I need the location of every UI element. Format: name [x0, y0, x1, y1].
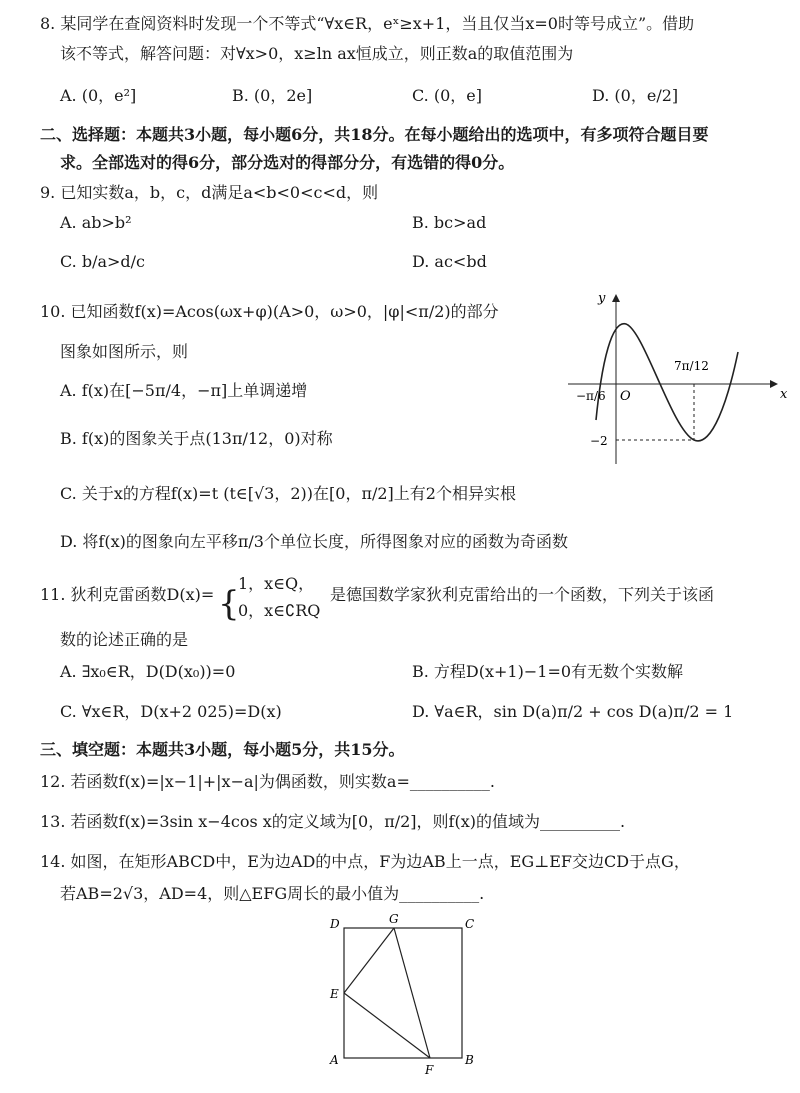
q8-option-b: B. (0，2e] — [232, 86, 313, 105]
q14-line1: 14. 如图，在矩形ABCD中，E为边AD的中点，F为边AB上一点，EG⊥EF交边CD于点G， — [40, 852, 690, 871]
q12-text: 12. 若函数f(x)=|x−1|+|x−a|为偶函数，则实数a=__________. — [40, 772, 495, 791]
q8-option-d: D. (0，e/2] — [592, 86, 679, 105]
q10-cosine-graph — [562, 290, 794, 468]
graph-cosine-curve — [596, 324, 738, 441]
graph-x-arrow — [770, 380, 778, 388]
q11-option-a: A. ∃x₀∈R，D(D(x₀))=0 — [60, 662, 236, 681]
q11-stem-cont: 数的论述正确的是 — [60, 630, 189, 649]
q11-option-c: C. ∀x∈R，D(x+2 025)=D(x) — [60, 702, 282, 721]
q11-stem-end: 是德国数学家狄利克雷给出的一个函数，下列关于该函 — [330, 585, 715, 604]
section2-heading: 二、选择题：本题共3小题，每小题6分，共18分。在每小题给出的选项中，有多项符合题目要 — [40, 125, 709, 144]
graph-min-label: −2 — [590, 434, 608, 448]
q11-case-2: 0，x∈∁RQ — [238, 601, 321, 620]
q8-line1: 8. 某同学在查阅资料时发现一个不等式“∀x∈R，eˣ≥x+1，当且仅当x=0时等号成立”。借助 — [40, 14, 695, 33]
q8-option-c: C. (0，e] — [412, 86, 482, 105]
q11-stem-start: 11. 狄利克雷函数D(x)= — [40, 585, 215, 604]
q14-rectangle-figure — [322, 912, 492, 1082]
q11-brace-icon: { — [218, 584, 240, 624]
label-b: B — [465, 1053, 474, 1067]
label-e: E — [330, 987, 339, 1001]
segment-eg — [344, 928, 394, 993]
q10-option-d: D. 将f(x)的图象向左平移π/3个单位长度，所得图象对应的函数为奇函数 — [60, 532, 568, 551]
label-a: A — [330, 1053, 339, 1067]
label-g: G — [389, 912, 399, 926]
q8-line2: 该不等式，解答问题：对∀x>0，x≥ln ax恒成立，则正数a的取值范围为 — [60, 44, 574, 63]
graph-x-label: x — [780, 387, 788, 402]
segment-ef — [344, 993, 430, 1058]
graph-origin-label: O — [620, 389, 631, 404]
q10-stem: 10. 已知函数f(x)=Acos(ωx+φ)(A>0，ω>0，|φ|<π/2)的部分 — [40, 302, 499, 321]
q11-option-b: B. 方程D(x+1)−1=0有无数个实数解 — [412, 662, 684, 681]
label-f: F — [425, 1063, 434, 1077]
q9-option-c: C. b/a>d/c — [60, 252, 146, 271]
graph-neg-tick-label: −π/6 — [576, 389, 606, 403]
q9-option-b: B. bc>ad — [412, 213, 487, 232]
q10-option-a: A. f(x)在[−5π/4，−π]上单调递增 — [60, 381, 308, 400]
q11-case-1: 1，x∈Q， — [238, 574, 315, 593]
segment-gf — [394, 928, 430, 1058]
graph-pos-tick-label: 7π/12 — [674, 359, 709, 373]
rectangle-abcd — [344, 928, 462, 1058]
q11-option-d: D. ∀a∈R，sin D(a)π/2 + cos D(a)π/2 = 1 — [412, 702, 734, 721]
graph-y-label: y — [598, 291, 606, 306]
label-c: C — [465, 917, 475, 931]
q13-text: 13. 若函数f(x)=3sin x−4cos x的定义域为[0，π/2]，则f(x)的值域为__________. — [40, 812, 626, 831]
section3-heading: 三、填空题：本题共3小题，每小题5分，共15分。 — [40, 740, 405, 759]
label-d: D — [330, 917, 340, 931]
q14-line2: 若AB=2√3，AD=4，则△EFG周长的最小值为__________. — [60, 884, 485, 903]
section2-heading-cont: 求。全部选对的得6分，部分选对的得部分分，有选错的得0分。 — [60, 153, 515, 172]
q9-option-a: A. ab>b² — [60, 213, 132, 232]
graph-y-arrow — [612, 294, 620, 302]
q10-option-c: C. 关于x的方程f(x)=t (t∈[√3，2))在[0，π/2]上有2个相异实根 — [60, 484, 516, 503]
q10-stem-cont: 图象如图所示，则 — [60, 342, 189, 361]
q8-option-a: A. (0，e²] — [60, 86, 137, 105]
q10-option-b: B. f(x)的图象关于点(13π/12，0)对称 — [60, 429, 333, 448]
q9-option-d: D. ac<bd — [412, 252, 487, 271]
q9-stem: 9. 已知实数a，b，c，d满足a<b<0<c<d，则 — [40, 183, 379, 202]
